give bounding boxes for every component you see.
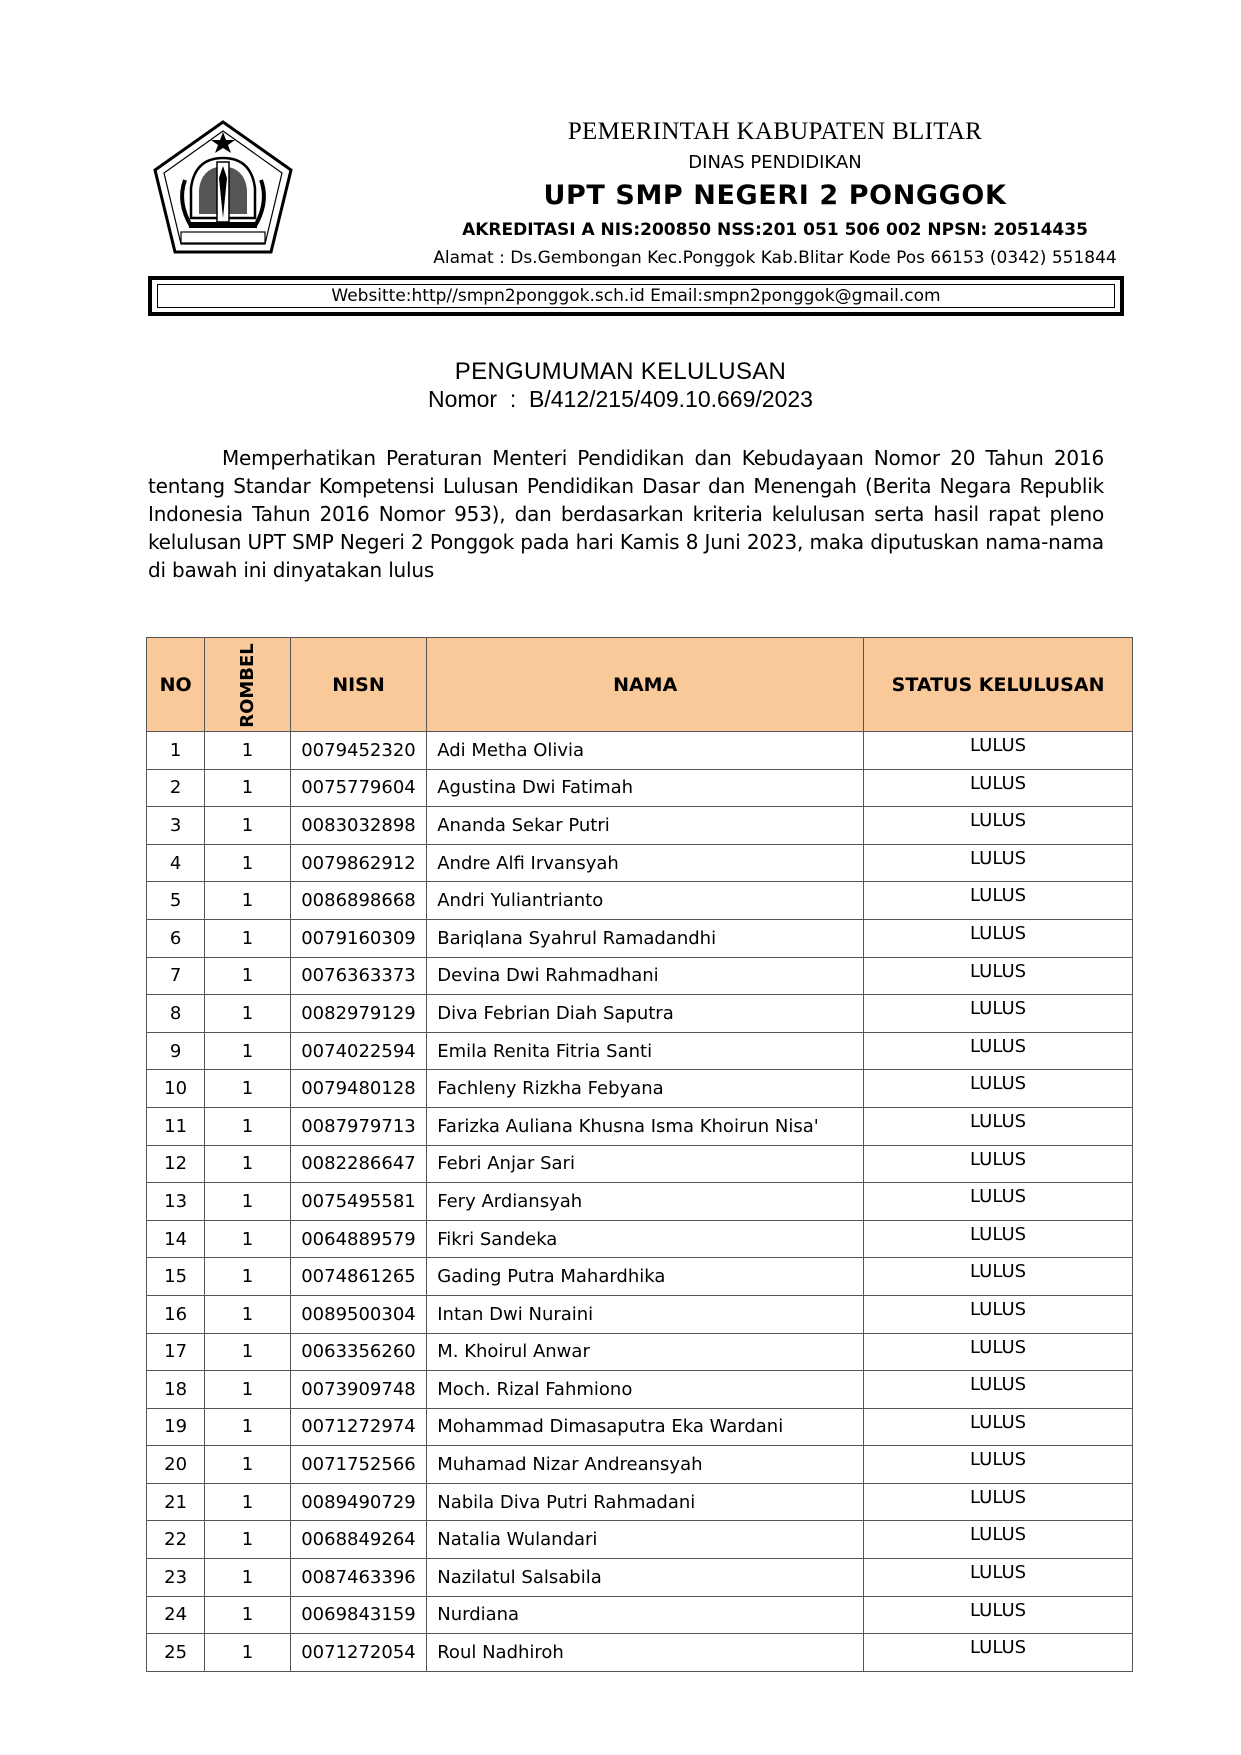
cell-nama: Natalia Wulandari bbox=[427, 1521, 864, 1559]
cell-nama: Muhamad Nizar Andreansyah bbox=[427, 1446, 864, 1484]
cell-status: LULUS bbox=[864, 1032, 1133, 1070]
cell-rombel: 1 bbox=[205, 732, 291, 770]
cell-nisn: 0075495581 bbox=[290, 1183, 426, 1221]
cell-status: LULUS bbox=[864, 1070, 1133, 1108]
cell-rombel: 1 bbox=[205, 1371, 291, 1409]
table-row bbox=[147, 1446, 1133, 1484]
cell-no: 24 bbox=[147, 1596, 205, 1634]
cell-rombel: 1 bbox=[205, 1333, 291, 1371]
cell-nama: Nazilatul Salsabila bbox=[427, 1559, 864, 1597]
cell-nisn: 0063356260 bbox=[290, 1333, 426, 1371]
table-body bbox=[147, 732, 1133, 1672]
table-row bbox=[147, 1070, 1133, 1108]
cell-status: LULUS bbox=[864, 844, 1133, 882]
kabupaten-blitar-logo bbox=[151, 118, 295, 256]
letterhead-school-name: UPT SMP NEGERI 2 PONGGOK bbox=[543, 180, 1007, 211]
header-no: NO bbox=[147, 638, 205, 732]
cell-status: LULUS bbox=[864, 732, 1133, 770]
cell-rombel: 1 bbox=[205, 919, 291, 957]
cell-nama: Bariqlana Syahrul Ramadandhi bbox=[427, 919, 864, 957]
cell-rombel: 1 bbox=[205, 995, 291, 1033]
cell-status: LULUS bbox=[864, 882, 1133, 920]
cell-nama: Nabila Diva Putri Rahmadani bbox=[427, 1483, 864, 1521]
cell-nisn: 0071752566 bbox=[290, 1446, 426, 1484]
cell-no: 14 bbox=[147, 1220, 205, 1258]
cell-nama: Fachleny Rizkha Febyana bbox=[427, 1070, 864, 1108]
cell-no: 5 bbox=[147, 882, 205, 920]
cell-rombel: 1 bbox=[205, 1521, 291, 1559]
cell-nama: Gading Putra Mahardhika bbox=[427, 1258, 864, 1296]
cell-status: LULUS bbox=[864, 1295, 1133, 1333]
cell-status: LULUS bbox=[864, 1521, 1133, 1559]
announcement-paragraph: Memperhatikan Peraturan Menteri Pendidikan dan Kebudayaan Nomor 20 Tahun 2016 tentang Standar Kompetensi Lulusan Pendidikan Dasar dan Menengah (Berita Negara Republik Indonesia Tahun 2016 Nomor 953), dan berdasarkan kriteria kelulusan serta hasil rapat pleno kelulusan UPT SMP Negeri 2 Ponggok pada hari Kamis 8 Juni 2023, maka diputuskan nama-nama di bawah ini dinyatakan lulus bbox=[148, 446, 1104, 582]
table-row bbox=[147, 1145, 1133, 1183]
cell-nisn: 0073909748 bbox=[290, 1371, 426, 1409]
cell-no: 20 bbox=[147, 1446, 205, 1484]
cell-rombel: 1 bbox=[205, 1483, 291, 1521]
cell-nisn: 0071272974 bbox=[290, 1408, 426, 1446]
cell-no: 17 bbox=[147, 1333, 205, 1371]
table-row bbox=[147, 882, 1133, 920]
cell-status: LULUS bbox=[864, 1483, 1133, 1521]
cell-no: 4 bbox=[147, 844, 205, 882]
table-row bbox=[147, 844, 1133, 882]
cell-rombel: 1 bbox=[205, 1408, 291, 1446]
letterhead-website-email: Websitte:http//smpn2ponggok.sch.id Email:smpn2ponggok@gmail.com bbox=[157, 284, 1115, 308]
cell-nama: Diva Febrian Diah Saputra bbox=[427, 995, 864, 1033]
letterhead-address: Alamat : Ds.Gembongan Kec.Ponggok Kab.Blitar Kode Pos 66153 (0342) 551844 bbox=[433, 248, 1117, 268]
cell-no: 6 bbox=[147, 919, 205, 957]
table-row bbox=[147, 1333, 1133, 1371]
cell-nisn: 0064889579 bbox=[290, 1220, 426, 1258]
cell-nama: Ananda Sekar Putri bbox=[427, 807, 864, 845]
header-nama: NAMA bbox=[427, 638, 864, 732]
cell-status: LULUS bbox=[864, 1559, 1133, 1597]
table-row bbox=[147, 1032, 1133, 1070]
table-row bbox=[147, 919, 1133, 957]
cell-status: LULUS bbox=[864, 1446, 1133, 1484]
cell-nisn: 0082286647 bbox=[290, 1145, 426, 1183]
cell-rombel: 1 bbox=[205, 1032, 291, 1070]
cell-rombel: 1 bbox=[205, 1446, 291, 1484]
cell-no: 11 bbox=[147, 1107, 205, 1145]
cell-no: 12 bbox=[147, 1145, 205, 1183]
cell-nisn: 0079480128 bbox=[290, 1070, 426, 1108]
letterhead-department: DINAS PENDIDIKAN bbox=[688, 152, 862, 173]
cell-nisn: 0079862912 bbox=[290, 844, 426, 882]
table-row bbox=[147, 1483, 1133, 1521]
cell-no: 15 bbox=[147, 1258, 205, 1296]
cell-nisn: 0079452320 bbox=[290, 732, 426, 770]
cell-no: 22 bbox=[147, 1521, 205, 1559]
cell-nisn: 0089500304 bbox=[290, 1295, 426, 1333]
cell-nama: Andre Alfi Irvansyah bbox=[427, 844, 864, 882]
cell-no: 25 bbox=[147, 1634, 205, 1672]
cell-nama: Moch. Rizal Fahmiono bbox=[427, 1371, 864, 1409]
table-row bbox=[147, 1371, 1133, 1409]
letterhead-contact-box bbox=[148, 276, 1124, 316]
header-rombel-label: ROMBEL bbox=[236, 642, 258, 728]
cell-rombel: 1 bbox=[205, 1145, 291, 1183]
cell-rombel: 1 bbox=[205, 844, 291, 882]
cell-rombel: 1 bbox=[205, 1107, 291, 1145]
cell-nisn: 0076363373 bbox=[290, 957, 426, 995]
cell-no: 2 bbox=[147, 769, 205, 807]
cell-status: LULUS bbox=[864, 1634, 1133, 1672]
table-row bbox=[147, 1521, 1133, 1559]
cell-no: 7 bbox=[147, 957, 205, 995]
table-row bbox=[147, 807, 1133, 845]
cell-no: 1 bbox=[147, 732, 205, 770]
cell-no: 16 bbox=[147, 1295, 205, 1333]
cell-status: LULUS bbox=[864, 1371, 1133, 1409]
cell-nama: Agustina Dwi Fatimah bbox=[427, 769, 864, 807]
cell-nisn: 0069843159 bbox=[290, 1596, 426, 1634]
cell-status: LULUS bbox=[864, 1258, 1133, 1296]
cell-no: 18 bbox=[147, 1371, 205, 1409]
graduation-table bbox=[146, 637, 1133, 1672]
cell-status: LULUS bbox=[864, 1333, 1133, 1371]
cell-status: LULUS bbox=[864, 1183, 1133, 1221]
cell-nisn: 0087463396 bbox=[290, 1559, 426, 1597]
cell-nama: Mohammad Dimasaputra Eka Wardani bbox=[427, 1408, 864, 1446]
cell-nisn: 0089490729 bbox=[290, 1483, 426, 1521]
cell-rombel: 1 bbox=[205, 1183, 291, 1221]
cell-no: 21 bbox=[147, 1483, 205, 1521]
cell-no: 23 bbox=[147, 1559, 205, 1597]
cell-status: LULUS bbox=[864, 807, 1133, 845]
cell-nama: Devina Dwi Rahmadhani bbox=[427, 957, 864, 995]
cell-no: 19 bbox=[147, 1408, 205, 1446]
cell-status: LULUS bbox=[864, 769, 1133, 807]
table-row bbox=[147, 1559, 1133, 1597]
cell-nama: Intan Dwi Nuraini bbox=[427, 1295, 864, 1333]
cell-rombel: 1 bbox=[205, 1295, 291, 1333]
cell-nama: Adi Metha Olivia bbox=[427, 732, 864, 770]
cell-nisn: 0079160309 bbox=[290, 919, 426, 957]
cell-rombel: 1 bbox=[205, 769, 291, 807]
cell-status: LULUS bbox=[864, 995, 1133, 1033]
cell-nisn: 0074022594 bbox=[290, 1032, 426, 1070]
cell-nisn: 0082979129 bbox=[290, 995, 426, 1033]
table-row bbox=[147, 957, 1133, 995]
cell-nama: Fikri Sandeka bbox=[427, 1220, 864, 1258]
cell-status: LULUS bbox=[864, 1145, 1133, 1183]
table-row bbox=[147, 1258, 1133, 1296]
table-row bbox=[147, 1634, 1133, 1672]
cell-nama: Roul Nadhiroh bbox=[427, 1634, 864, 1672]
cell-nisn: 0068849264 bbox=[290, 1521, 426, 1559]
cell-no: 13 bbox=[147, 1183, 205, 1221]
cell-nisn: 0071272054 bbox=[290, 1634, 426, 1672]
cell-status: LULUS bbox=[864, 1107, 1133, 1145]
cell-no: 10 bbox=[147, 1070, 205, 1108]
cell-rombel: 1 bbox=[205, 1220, 291, 1258]
announcement-title: PENGUMUMAN KELULUSAN bbox=[454, 358, 787, 385]
cell-nama: Andri Yuliantrianto bbox=[427, 882, 864, 920]
cell-no: 8 bbox=[147, 995, 205, 1033]
cell-nama: Farizka Auliana Khusna Isma Khoirun Nisa' bbox=[427, 1107, 864, 1145]
cell-status: LULUS bbox=[864, 957, 1133, 995]
cell-status: LULUS bbox=[864, 1596, 1133, 1634]
cell-nisn: 0074861265 bbox=[290, 1258, 426, 1296]
cell-status: LULUS bbox=[864, 919, 1133, 957]
letterhead-accreditation: AKREDITASI A NIS:200850 NSS:201 051 506 002 NPSN: 20514435 bbox=[462, 220, 1088, 240]
table-row bbox=[147, 769, 1133, 807]
table-row bbox=[147, 1596, 1133, 1634]
table-row bbox=[147, 1220, 1133, 1258]
cell-rombel: 1 bbox=[205, 1634, 291, 1672]
header-nisn: NISN bbox=[290, 638, 426, 732]
cell-rombel: 1 bbox=[205, 957, 291, 995]
cell-nama: Febri Anjar Sari bbox=[427, 1145, 864, 1183]
table-row bbox=[147, 1107, 1133, 1145]
table-row bbox=[147, 1295, 1133, 1333]
cell-nama: Nurdiana bbox=[427, 1596, 864, 1634]
cell-rombel: 1 bbox=[205, 1070, 291, 1108]
table-row bbox=[147, 995, 1133, 1033]
cell-nama: Fery Ardiansyah bbox=[427, 1183, 864, 1221]
header-status: STATUS KELULUSAN bbox=[864, 638, 1133, 732]
cell-status: LULUS bbox=[864, 1220, 1133, 1258]
header-rombel bbox=[205, 638, 291, 732]
table-row bbox=[147, 732, 1133, 770]
cell-rombel: 1 bbox=[205, 1596, 291, 1634]
cell-rombel: 1 bbox=[205, 807, 291, 845]
cell-rombel: 1 bbox=[205, 1559, 291, 1597]
cell-no: 9 bbox=[147, 1032, 205, 1070]
announcement-number: Nomor : B/412/215/409.10.669/2023 bbox=[428, 386, 813, 412]
table-header-row bbox=[147, 638, 1133, 732]
cell-rombel: 1 bbox=[205, 882, 291, 920]
cell-nama: Emila Renita Fitria Santi bbox=[427, 1032, 864, 1070]
cell-nisn: 0075779604 bbox=[290, 769, 426, 807]
cell-rombel: 1 bbox=[205, 1258, 291, 1296]
cell-nisn: 0087979713 bbox=[290, 1107, 426, 1145]
cell-nisn: 0086898668 bbox=[290, 882, 426, 920]
cell-status: LULUS bbox=[864, 1408, 1133, 1446]
table-row bbox=[147, 1408, 1133, 1446]
cell-no: 3 bbox=[147, 807, 205, 845]
letterhead-government: PEMERINTAH KABUPATEN BLITAR bbox=[567, 118, 983, 145]
cell-nisn: 0083032898 bbox=[290, 807, 426, 845]
table-row bbox=[147, 1183, 1133, 1221]
cell-nama: M. Khoirul Anwar bbox=[427, 1333, 864, 1371]
